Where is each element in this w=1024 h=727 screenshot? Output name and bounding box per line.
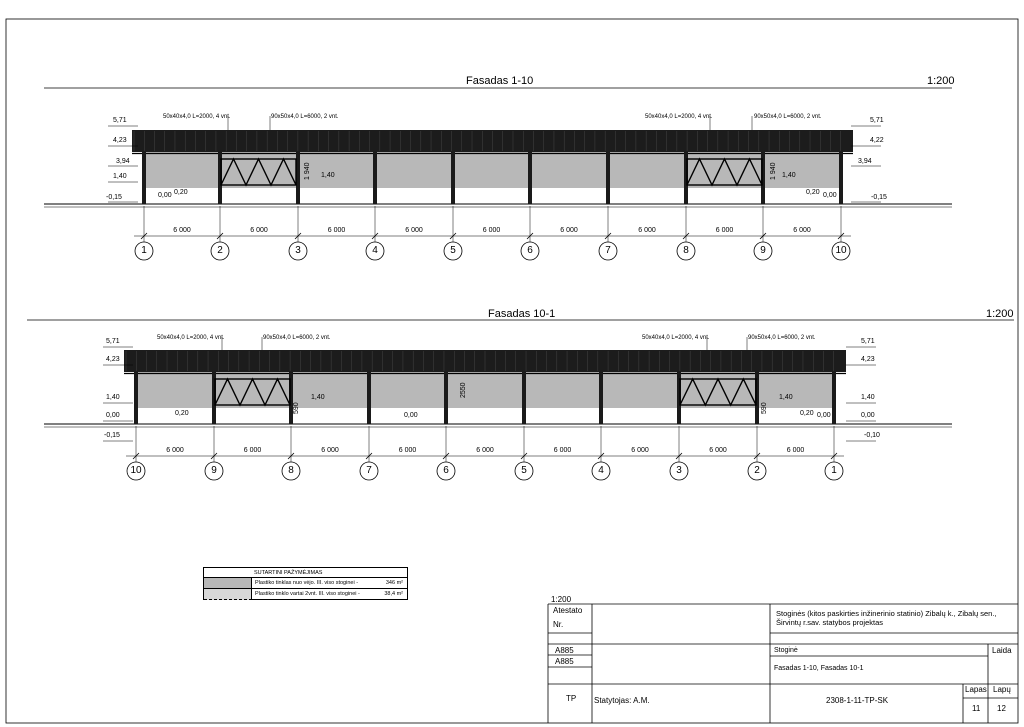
top-axis-label: 6 (527, 245, 533, 256)
legend-value: 38,4 m² (384, 591, 403, 597)
top-axis-label: 5 (450, 245, 456, 256)
bottom-dim: 590 (761, 402, 768, 414)
bottom-axis-label: 4 (598, 465, 604, 476)
bottom-level-right: 4,23 (861, 356, 875, 363)
top-column (142, 152, 146, 204)
bottom-axis-label: 9 (211, 465, 217, 476)
facade-top-title: Fasadas 1-10 (466, 75, 534, 87)
titleblock-object: Stoginė (774, 647, 798, 654)
bottom-callout-a1: 50x40x4,0 L=2000, 4 vnt. (157, 335, 225, 341)
bottom-dim: 590 (293, 402, 300, 414)
top-column (528, 152, 532, 204)
top-gate-height: 1 940 (770, 162, 777, 180)
titleblock-doc-number: 2308-1-11-TP-SK (826, 696, 889, 705)
top-axis-label: 8 (683, 245, 689, 256)
bottom-callout-a2: 50x40x4,0 L=2000, 4 vnt. (642, 335, 710, 341)
titleblock-project: Stoginės (kitos paskirties inžinerinio statinio) Zibalų k., Zibalų sen., Širvintų r.sav. statybos projektas (776, 609, 997, 627)
bottom-column (599, 372, 603, 424)
top-level-left: 5,71 (113, 117, 127, 124)
top-axis-label: 9 (760, 245, 766, 256)
top-level-right: 5,71 (870, 117, 884, 124)
titleblock-lapu-label: Lapų (993, 685, 1011, 694)
bottom-axis-label: 8 (288, 465, 294, 476)
top-level-left: 4,23 (113, 137, 127, 144)
top-column (839, 152, 843, 204)
top-level-right: 3,94 (858, 158, 872, 165)
bottom-level-inner: 0,20 (800, 410, 814, 417)
bottom-level-inner: 1,40 (311, 394, 325, 401)
titleblock-tp: TP (566, 694, 577, 703)
top-column (373, 152, 377, 204)
titleblock-nr: Nr. (553, 620, 564, 629)
bottom-spacing-label: 6 000 (553, 447, 572, 454)
top-gate-height: 1 940 (304, 162, 311, 180)
bottom-level-left: 0,00 (106, 412, 120, 419)
top-callout-b2: 90x50x4,0 L=6000, 2 vnt. (754, 114, 822, 120)
top-level-inner: 0,20 (806, 189, 820, 196)
bottom-level-left: 4,23 (106, 356, 120, 363)
legend-swatch-mesh (204, 578, 252, 588)
bottom-axis-label: 10 (130, 465, 142, 476)
bottom-callout-b1: 90x50x4,0 L=6000, 2 vnt. (263, 335, 331, 341)
top-column (451, 152, 455, 204)
top-spacing-label: 6 000 (715, 227, 734, 234)
bottom-level-inner: 0,20 (175, 410, 189, 417)
bottom-column (444, 372, 448, 424)
legend-text: Plastiko tinklo vartai 2vnt. III. viso stoginei - (255, 591, 360, 597)
top-spacing-label: 6 000 (638, 227, 656, 234)
top-level-inner: 1,40 (782, 172, 796, 179)
titleblock-code: A885 (555, 657, 574, 666)
bottom-axis-label: 2 (754, 465, 760, 476)
bottom-axis-label: 3 (676, 465, 682, 476)
bottom-axis-label: 5 (521, 465, 527, 476)
top-callout-a1: 50x40x4,0 L=2000, 4 vnt. (163, 114, 231, 120)
bottom-spacing-label: 6 000 (709, 447, 727, 454)
top-level-inner: 0,20 (174, 189, 188, 196)
bottom-level-left: -0,15 (104, 432, 120, 439)
top-spacing-label: 6 000 (405, 227, 423, 234)
bottom-callout-b2: 90x50x4,0 L=6000, 2 vnt. (748, 335, 816, 341)
bottom-spacing-label: 6 000 (476, 447, 494, 454)
bottom-spacing-label: 6 000 (631, 447, 649, 454)
top-level-left: -0,15 (106, 194, 122, 201)
bottom-level-right: -0,10 (864, 432, 880, 439)
top-level-inner: 0,00 (158, 192, 172, 199)
bottom-dim: 2550 (460, 382, 467, 398)
bottom-spacing-label: 6 000 (243, 447, 262, 454)
bottom-level-right: 5,71 (861, 338, 875, 345)
bottom-level-right: 1,40 (861, 394, 875, 401)
top-axis-label: 2 (217, 245, 223, 256)
legend-row (204, 578, 407, 589)
top-level-right: -0,15 (871, 194, 887, 201)
top-level-inner: 0,00 (823, 192, 837, 199)
bottom-column (367, 372, 371, 424)
titleblock-lapu: 12 (997, 704, 1006, 713)
top-level-inner: 1,40 (321, 172, 335, 179)
bottom-axis-label: 1 (831, 465, 837, 476)
top-column (606, 152, 610, 204)
titleblock-laida: Laida (992, 646, 1012, 655)
bottom-spacing-label: 6 000 (398, 447, 417, 454)
bottom-level-left: 5,71 (106, 338, 120, 345)
top-axis-label: 7 (605, 245, 611, 256)
top-spacing-label: 6 000 (250, 227, 268, 234)
top-spacing-label: 6 000 (560, 227, 578, 234)
titleblock-builder: Statytojas: A.M. (594, 696, 650, 705)
top-axis-label: 1 (141, 245, 147, 256)
legend-row (204, 589, 407, 599)
top-callout-a2: 50x40x4,0 L=2000, 4 vnt. (645, 114, 713, 120)
top-axis-label: 3 (295, 245, 301, 256)
bottom-column (522, 372, 526, 424)
titleblock-scale: 1:200 (551, 595, 572, 604)
legend-value: 346 m² (385, 580, 403, 586)
bottom-column (134, 372, 138, 424)
legend-swatch-gate (204, 589, 252, 600)
top-level-left: 1,40 (113, 173, 127, 180)
titleblock-sheet-title: Fasadas 1-10, Fasadas 10-1 (774, 665, 864, 672)
top-axis-label: 4 (372, 245, 378, 256)
top-spacing-label: 6 000 (327, 227, 346, 234)
titleblock-lapas: 11 (972, 704, 981, 713)
top-axis-label: 10 (835, 245, 847, 256)
legend-title: SUTARTINI PAŽYMĖJIMAS (204, 568, 407, 578)
bottom-column (832, 372, 836, 424)
top-level-left: 3,94 (116, 158, 130, 165)
bottom-axis-label: 7 (366, 465, 372, 476)
bottom-level-inner: 0,00 (817, 412, 831, 419)
bottom-level-inner: 0,00 (404, 412, 418, 419)
facade-bottom-title: Fasadas 10-1 (488, 308, 556, 320)
bottom-axis-label: 6 (443, 465, 449, 476)
titleblock-atestato: Atestato (553, 606, 583, 615)
bottom-spacing-label: 6 000 (321, 447, 339, 454)
top-callout-b1: 90x50x4,0 L=6000, 2 vnt. (271, 114, 339, 120)
top-spacing-label: 6 000 (793, 227, 811, 234)
legend (203, 567, 408, 600)
top-spacing-label: 6 000 (173, 227, 191, 234)
titleblock-lapas-label: Lapas (965, 685, 987, 694)
bottom-spacing-label: 6 000 (786, 447, 805, 454)
top-level-right: 4,22 (870, 137, 884, 144)
legend-text: Plastiko tinklas nuo vėjo. III. viso stoginei - (255, 580, 359, 586)
bottom-spacing-label: 6 000 (166, 447, 184, 454)
bottom-level-left: 1,40 (106, 394, 120, 401)
bottom-level-inner: 1,40 (779, 394, 793, 401)
top-spacing-label: 6 000 (482, 227, 501, 234)
scale-bottom: 1:200 (986, 308, 1014, 320)
titleblock-code: A885 (555, 646, 574, 655)
bottom-level-right: 0,00 (861, 412, 875, 419)
scale-top: 1:200 (927, 75, 955, 87)
